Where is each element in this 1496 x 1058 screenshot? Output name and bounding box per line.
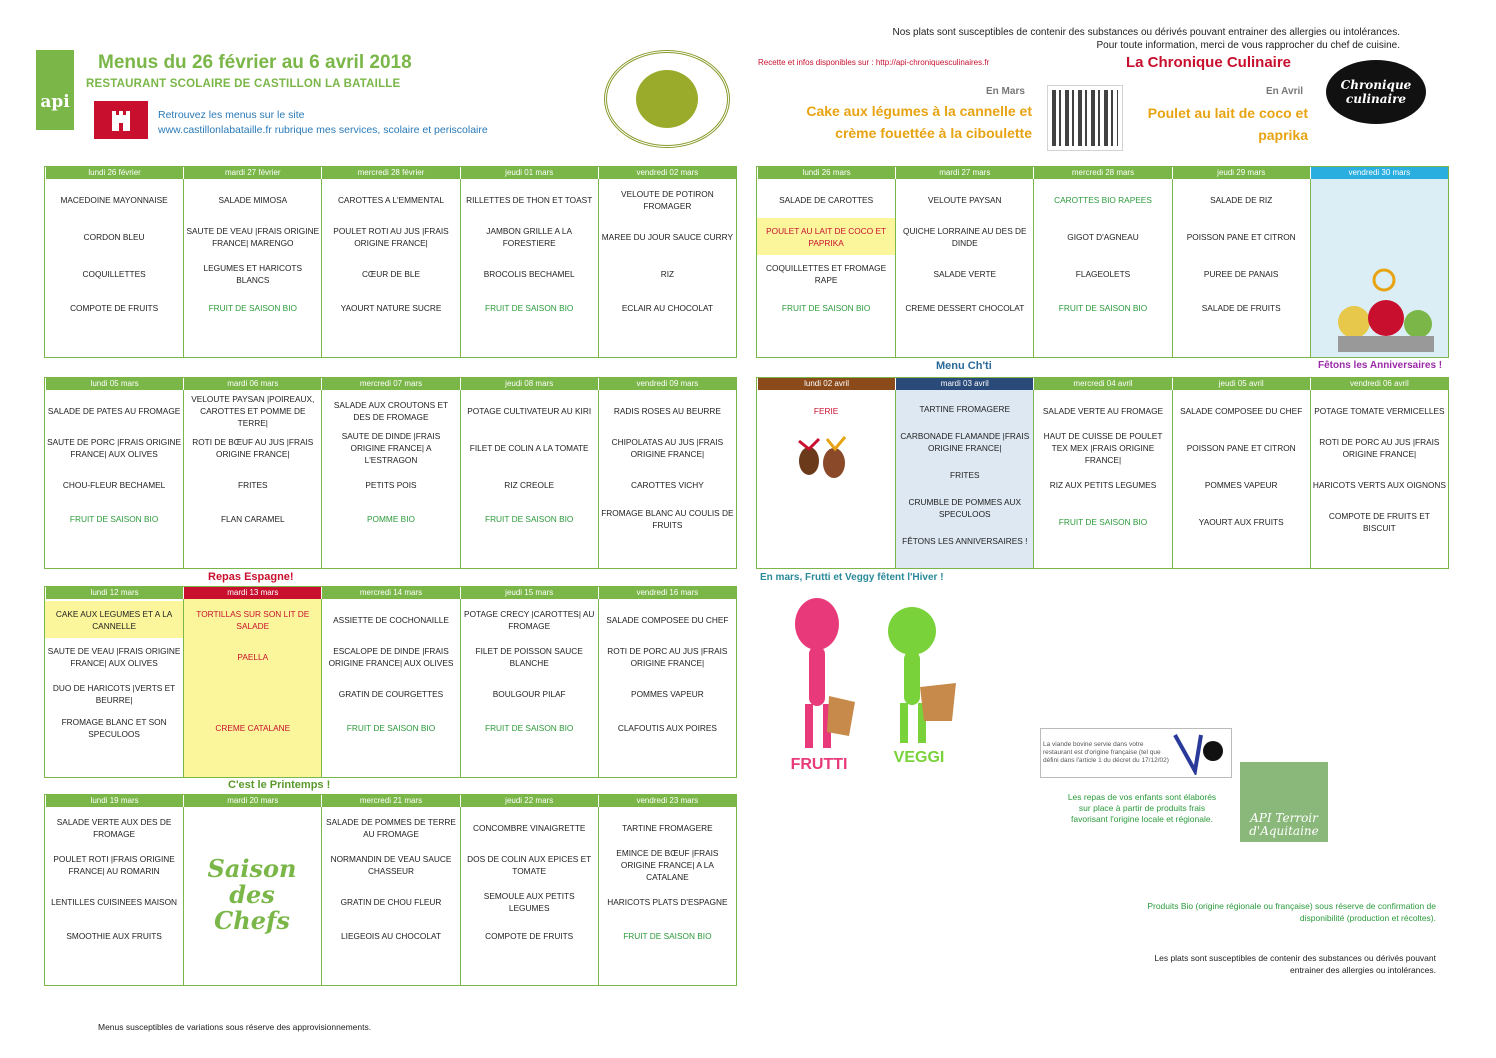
menu-item: QUICHE LORRAINE AU DES DE DINDE [903,225,1027,248]
day-column [1310,390,1448,568]
menu-item: ECLAIR AU CHOCOLAT [621,303,713,313]
menu-item: LIEGEOIS AU CHOCOLAT [341,931,441,941]
menu-item: VELOUTE PAYSAN |POIREAUX, CAROTTES ET POMME DE TERRE| [191,393,315,428]
repas-espagne-label: Repas Espagne! [208,571,294,583]
menu-item: BROCOLIS BECHAMEL [483,268,575,279]
menu-item: CONCOMBRE VINAIGRETTE [472,822,586,833]
day-header: vendredi 16 mars [598,587,736,599]
menu-week-1 [44,166,737,358]
allergen-bottom: Les plats sont susceptibles de contenir des substances ou dérivés pouvant entrainer des allergies ou intolérances. [1154,953,1436,975]
frutti-veggy-label: En mars, Frutti et Veggy fêtent l'Hiver ! [760,572,944,583]
site-link[interactable]: www.castillonlabataille.fr rubrique mes services, scolaire et periscolaire [158,124,488,136]
menu-item: POULET AU LAIT DE COCO ET PAPRIKA [757,218,895,255]
menu-item: HARICOTS PLATS D'ESPAGNE [607,896,728,907]
frutti-character [776,590,862,780]
day-column [460,390,598,568]
menu-item: FÊTONS LES ANNIVERSAIRES ! [902,535,1028,546]
menu-item: SALADE MIMOSA [218,194,288,205]
menu-item: FLAGEOLETS [1075,268,1131,279]
menu-item: CARBONADE FLAMANDE |FRAIS ORIGINE FRANCE| [900,430,1030,453]
easter-eggs-illustration [788,430,860,486]
menu-item: LEGUMES ET HARICOTS BLANCS [203,262,303,285]
menu-item: POULET ROTI AU JUS |FRAIS ORIGINE FRANCE| [333,225,449,248]
menu-item: FRUIT DE SAISON BIO [346,723,436,733]
menu-item: ROTI DE PORC AU JUS |FRAIS ORIGINE FRANCE| [1319,436,1440,459]
day-column [1033,179,1171,357]
menu-item: VELOUTE DE POTIRON FROMAGER [621,188,714,211]
menu-item: POISSON PANE ET CITRON [1186,442,1296,453]
menu-item: GRATIN DE CHOU FLEUR [340,896,442,907]
menu-item: EMINCE DE BŒUF |FRAIS ORIGINE FRANCE| A LA CATALANE [616,847,719,882]
menu-item: SALADE VERTE AUX DES DE FROMAGE [56,816,172,839]
menu-item: SAUTE DE VEAU |FRAIS ORIGINE FRANCE| MARENGO [186,225,320,248]
menu-item: FILET DE COLIN A LA TOMATE [469,442,589,453]
menu-item: LENTILLES CUISINEES MAISON [51,896,178,907]
viande-text: La viande bovine servie dans votre restaurant est d'origine française (tel que défini dans l'article 1 du décret du 17/12/02) [1043,741,1169,764]
day-header: vendredi 02 mars [598,167,736,179]
day-column [321,599,459,777]
day-column [45,599,183,777]
menu-item: YAOURT AUX FRUITS [1198,516,1284,527]
day-column [598,807,736,985]
day-column [183,179,321,357]
repas-note: Les repas de vos enfants sont élaborés sur place à partir de produits frais favorisant l'origine locale et régionale. [1067,792,1217,824]
day-column [598,179,736,357]
menu-item: MAREE DU JOUR SAUCE CURRY [601,231,733,242]
menu-item: CAROTTES VICHY [630,479,704,490]
qr-code-icon[interactable] [1048,86,1122,150]
menu-item: SMOOTHIE AUX FRUITS [66,931,162,941]
menu-chti-label: Menu Ch'ti [936,360,992,372]
terroir-logo: API Terroir d'Aquitaine [1240,762,1328,842]
day-header: mardi 27 mars [895,167,1033,179]
menu-item: COMPOTE DE FRUITS ET BISCUIT [1328,510,1430,533]
day-header: lundi 19 mars [45,795,183,807]
menu-item: POMMES VAPEUR [631,688,704,699]
menu-item: SALADE DE POMMES DE TERRE AU FROMAGE [326,816,456,839]
menu-item: COQUILLETTES ET FROMAGE RAPE [766,262,887,285]
day-column [183,390,321,568]
day-column [460,599,598,777]
day-header: lundi 26 mars [757,167,895,179]
menu-item: FILET DE POISSON SAUCE BLANCHE [475,645,583,668]
menu-item: SALADE DE RIZ [1210,194,1273,205]
menu-item [184,675,321,712]
day-header: lundi 26 février [45,167,183,179]
day-header: jeudi 01 mars [460,167,598,179]
day-header: lundi 05 mars [45,378,183,390]
day-column [45,179,183,357]
day-header: lundi 12 mars [45,587,183,599]
menu-item: SALADE VERTE [933,268,997,279]
menu-item: MACEDOINE MAYONNAISE [60,194,168,205]
en-mars-label: En Mars [986,86,1025,97]
day-header: mardi 03 avril [895,378,1033,390]
menu-item: DOS DE COLIN AUX EPICES ET TOMATE [467,853,592,876]
menu-item: TARTINE FROMAGERE [919,403,1011,414]
menu-item: FRUIT DE SAISON BIO [485,723,574,733]
menu-item: TORTILLAS SUR SON LIT DE SALADE [196,608,310,631]
variations-note: Menus susceptibles de variations sous réserve des approvisionnements. [98,1022,372,1032]
menu-item: FROMAGE BLANC AU COULIS DE FRUITS [601,508,734,530]
day-header: mercredi 04 avril [1033,378,1171,390]
menu-item: CHOU-FLEUR BECHAMEL [62,479,166,490]
recipe-mars: Cake aux légumes à la cannelle et crème fouettée à la ciboulette [806,103,1032,141]
menu-item: CŒUR DE BLE [361,268,421,279]
menu-item: GRATIN DE COURGETTES [338,688,444,699]
menu-item: ESCALOPE DE DINDE |FRAIS ORIGINE FRANCE| AUX OLIVES [328,645,454,668]
page-title: Menus du 26 février au 6 avril 2018 [98,52,412,73]
menu-item: POISSON PANE ET CITRON [1186,231,1296,242]
menu-item: DUO DE HARICOTS |VERTS ET BEURRE| [52,682,176,705]
menu-item: SAUTE DE DINDE |FRAIS ORIGINE FRANCE| A L'ESTRAGON [341,430,441,465]
menu-item: FRUIT DE SAISON BIO [1058,516,1148,527]
menu-item: FRITES [950,469,980,480]
menu-item: NORMANDIN DE VEAU SAUCE CHASSEUR [330,853,452,876]
menu-item: BOULGOUR PILAF [492,688,566,699]
en-avril-label: En Avril [1266,86,1304,97]
day-header: jeudi 22 mars [460,795,598,807]
frutti-label: FRUTTI [790,756,848,773]
recipe-link[interactable]: Recette et infos disponibles sur : http://api-chroniquesculinaires.fr [758,58,990,67]
day-column [895,390,1033,568]
castillon-logo [94,101,148,139]
viande-bovine-badge [1040,728,1232,778]
menu-item: SEMOULE AUX PETITS LEGUMES [483,890,575,913]
day-header: jeudi 08 mars [460,378,598,390]
menu-item: PAELLA [237,651,269,662]
menu-item: PETITS POIS [365,479,417,490]
menu-item: POTAGE CULTIVATEUR AU KIRI [467,405,592,416]
menu-item: SALADE DE FRUITS [1201,303,1281,313]
day-header: mardi 20 mars [183,795,321,807]
day-column [598,599,736,777]
day-header: jeudi 15 mars [460,587,598,599]
day-column [1172,390,1310,568]
menu-item: GIGOT D'AGNEAU [1067,231,1139,242]
menu-item: FRITES [238,479,268,490]
menu-item: RADIS ROSES AU BEURRE [613,405,721,416]
menu-item: CRUMBLE DE POMMES AUX SPECULOOS [908,496,1022,519]
day-column [460,179,598,357]
menu-item: FERIE [813,405,839,416]
day-column [321,390,459,568]
menu-item: SALADE DE PATES AU FROMAGE [47,405,181,416]
day-column [1172,179,1310,357]
day-header: mercredi 07 mars [321,378,459,390]
day-header: jeudi 05 avril [1172,378,1310,390]
cow-icon [1171,731,1227,775]
menu-item: RIZ CREOLE [504,479,555,490]
day-header: mercredi 28 mars [1033,167,1171,179]
menu-item: FRUIT DE SAISON BIO [781,303,871,313]
menu-item: YAOURT NATURE SUCRE [340,303,442,313]
birthday-illustration [1312,260,1446,356]
menu-item: CLAFOUTIS AUX POIRES [617,723,717,733]
restaurant-name: RESTAURANT SCOLAIRE DE CASTILLON LA BATAILLE [86,78,401,90]
menu-item: FRUIT DE SAISON BIO [1058,303,1148,313]
day-header: mercredi 21 mars [321,795,459,807]
day-column [460,807,598,985]
veggi-label: VEGGI [893,749,945,766]
chronique-logo: Chronique culinaire [1326,60,1426,124]
day-column [1033,390,1171,568]
veggi-character [874,598,964,772]
day-column [45,390,183,568]
day-header: vendredi 30 mars [1310,167,1448,179]
menu-item: HARICOTS VERTS AUX OIGNONS [1312,479,1446,490]
menu-item: FLAN CARAMEL [220,514,285,524]
day-header: mardi 27 février [183,167,321,179]
day-header: mardi 13 mars [183,587,321,599]
bio-note: Produits Bio (origine régionale ou française) sous réserve de confirmation de disponibilité (production et récoltes). [1147,901,1436,923]
menu-item: SALADE AUX CROUTONS ET DES DE FROMAGE [333,399,449,422]
day-column [321,179,459,357]
menu-item: VELOUTE PAYSAN [928,194,1002,205]
menu-item: FRUIT DE SAISON BIO [208,303,297,313]
allergen-line: Nos plats sont susceptibles de contenir des substances ou dérivés pouvant entrainer des allergies ou intolérances. [892,27,1400,38]
menu-item: HAUT DE CUISSE DE POULET TEX MEX |FRAIS ORIGINE FRANCE| [1043,430,1163,465]
menu-item: RIZ AUX PETITS LEGUMES [1049,479,1157,490]
menu-item: POTAGE CRECY |CAROTTES| AU FROMAGE [464,608,595,631]
menu-item: CREME CATALANE [215,723,291,733]
menu-item: POMME BIO [367,514,415,524]
day-header: vendredi 23 mars [598,795,736,807]
menu-week-4 [44,794,737,986]
menu-item: CAROTTES BIO RAPEES [1054,194,1152,205]
menu-item: RIZ [660,268,675,279]
menu-item: CAKE AUX LEGUMES ET A LA CANNELLE [45,601,183,638]
day-header: lundi 02 avril [757,378,895,390]
menu-item: SALADE COMPOSEE DU CHEF [1180,405,1303,416]
menu-item: ASSIETTE DE COCHONAILLE [333,614,449,625]
menu-item: SALADE VERTE AU FROMAGE [1042,405,1164,416]
menu-item: FRUIT DE SAISON BIO [485,514,574,524]
site-info [158,108,488,138]
menu-week-2 [44,377,737,569]
day-column [895,179,1033,357]
menu-item: COMPOTE DE FRUITS [70,303,159,313]
allergen-notice [892,26,1400,52]
chronique-title: La Chronique Culinaire [1126,54,1292,71]
day-header: mercredi 14 mars [321,587,459,599]
api-logo: api [36,50,74,130]
menu-item: SALADE DE CAROTTES [779,194,874,205]
menu-item: ROTI DE PORC AU JUS |FRAIS ORIGINE FRANCE| [607,645,728,668]
day-column [321,807,459,985]
allergen-line: Pour toute information, merci de vous rapprocher du chef de cuisine. [1096,40,1400,51]
menu-item: SAUTE DE VEAU |FRAIS ORIGINE FRANCE| AUX OLIVES [47,645,181,668]
menu-item: RILLETTES DE THON ET TOAST [466,194,593,205]
menu-item: ROTI DE BŒUF AU JUS |FRAIS ORIGINE FRANCE| [192,436,314,459]
menu-item: SAUTE DE PORC |FRAIS ORIGINE FRANCE| AUX OLIVES [47,436,182,459]
menu-item: POMMES VAPEUR [1204,479,1278,490]
day-column [757,179,895,357]
menu-item: CAROTTES A L'EMMENTAL [337,194,445,205]
menu-item: FRUIT DE SAISON BIO [623,931,712,941]
printemps-label: C'est le Printemps ! [228,779,331,791]
menu-item: JAMBON GRILLE A LA FORESTIERE [486,225,573,248]
menu-item: CORDON BLEU [83,231,145,242]
menu-item: SALADE COMPOSEE DU CHEF [606,614,729,625]
menu-week-3 [44,586,737,778]
menu-item: FROMAGE BLANC ET SON SPECULOOS [61,717,167,739]
recipe-avril: Poulet au lait de coco et paprika [1147,105,1308,143]
day-column [45,807,183,985]
apple-icon [636,70,698,128]
menu-item: COQUILLETTES [82,268,146,279]
menu-item: CHIPOLATAS AU JUS |FRAIS ORIGINE FRANCE| [611,436,724,459]
day-header: mercredi 28 février [321,167,459,179]
menu-item: POULET ROTI |FRAIS ORIGINE FRANCE| AU ROMARIN [53,853,175,876]
menu-item: FRUIT DE SAISON BIO [69,514,159,524]
castle-icon [108,107,134,133]
day-column [183,599,321,777]
menu-item: POTAGE TOMATE VERMICELLES [1314,405,1445,416]
menu-item: FRUIT DE SAISON BIO [485,303,574,313]
menu-item: TARTINE FROMAGERE [622,822,713,833]
gemrcn-seal [604,50,730,148]
day-header: vendredi 09 mars [598,378,736,390]
menu-item: COMPOTE DE FRUITS [485,931,574,941]
menu-item: CREME DESSERT CHOCOLAT [905,303,1025,313]
day-column [598,390,736,568]
saison-chefs-logo: Saison des Chefs [207,854,297,935]
day-header: mardi 06 mars [183,378,321,390]
fetons-label: Fêtons les Anniversaires ! [1318,360,1443,371]
site-line: Retrouvez les menus sur le site [158,109,305,121]
menu-item: PUREE DE PANAIS [1203,268,1279,279]
day-header: vendredi 06 avril [1310,378,1448,390]
day-header: jeudi 29 mars [1172,167,1310,179]
